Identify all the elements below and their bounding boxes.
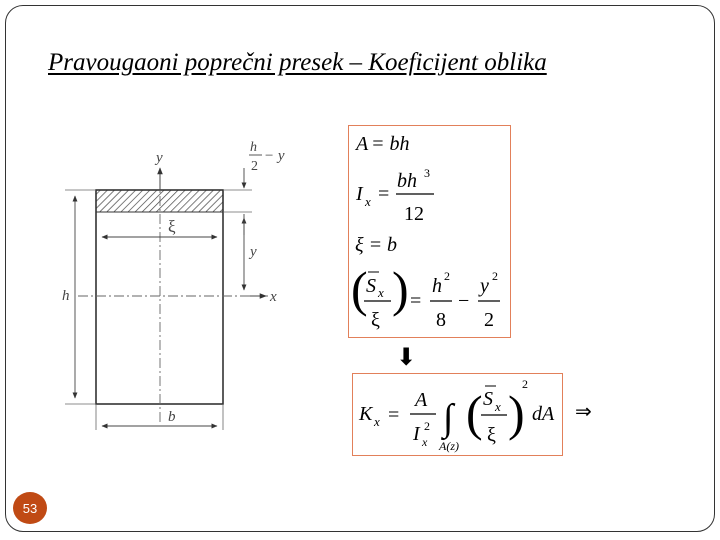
label-y-axis: y	[156, 150, 163, 166]
formula-sx-eq: =	[410, 290, 422, 312]
label-half-h: h	[250, 140, 257, 155]
svg-text:(: (	[466, 385, 483, 441]
kx-den-sup: 2	[424, 419, 430, 433]
formula-sx-y: y	[480, 275, 489, 297]
formula-xi: ξ = b	[355, 234, 398, 256]
formula-sx-minus: −	[458, 290, 470, 312]
formula-ix-eq: =	[378, 183, 390, 205]
kx-num: A	[415, 389, 428, 411]
svg-text:): )	[392, 261, 409, 317]
slide-title: Pravougaoni poprečni presek – Koeficijent oblika	[48, 49, 547, 76]
formula-ix-den: 12	[404, 203, 424, 225]
formula-sx-y-sup: 2	[492, 269, 498, 283]
kx-xi: ξ	[487, 424, 496, 446]
label-y-dimension: y	[250, 244, 257, 260]
svg-text:): )	[508, 385, 525, 441]
kx-S: S	[483, 388, 493, 410]
formula-ix-num: bh	[397, 170, 417, 192]
formula-sx-h-sup: 2	[444, 269, 450, 283]
implies-arrow: ⇒	[575, 399, 592, 423]
kx-K-sub: x	[374, 414, 380, 429]
page-number-badge: 53	[13, 492, 47, 524]
label-b: b	[168, 409, 176, 425]
formula-area-lhs: A	[356, 133, 369, 155]
kx-dA: dA	[532, 403, 555, 425]
kx-S-sub: x	[495, 399, 501, 414]
kx-eq: =	[388, 404, 400, 426]
formula-sx-sub: x	[378, 285, 384, 300]
kx-domain: A(z)	[439, 439, 459, 453]
formula-sx-8: 8	[436, 309, 446, 331]
label-half-den: 2	[251, 159, 258, 174]
kx-den-sub: x	[422, 435, 428, 449]
formula-sx-den: ξ	[371, 309, 380, 331]
label-xi: ξ	[168, 217, 176, 236]
down-arrow-icon: ⬇	[396, 343, 417, 371]
formula-sx-S: S	[366, 275, 376, 297]
formula-ix-sub: x	[365, 194, 371, 209]
formula-area-rhs: = bh	[371, 133, 410, 155]
formula-ix-num-sup: 3	[424, 166, 430, 180]
formula-ix-I: I	[356, 183, 363, 205]
label-minus-y: − y	[264, 148, 285, 164]
kx-den-I: I	[413, 423, 420, 445]
formula-sx-h: h	[432, 275, 442, 297]
svg-text:(: (	[351, 261, 368, 317]
label-x: x	[270, 289, 277, 305]
kx-power: 2	[522, 377, 528, 391]
kx-K: K	[359, 403, 373, 425]
kx-integral: ∫	[443, 397, 454, 439]
formula-sx-2: 2	[484, 309, 494, 331]
label-h: h	[62, 288, 70, 304]
